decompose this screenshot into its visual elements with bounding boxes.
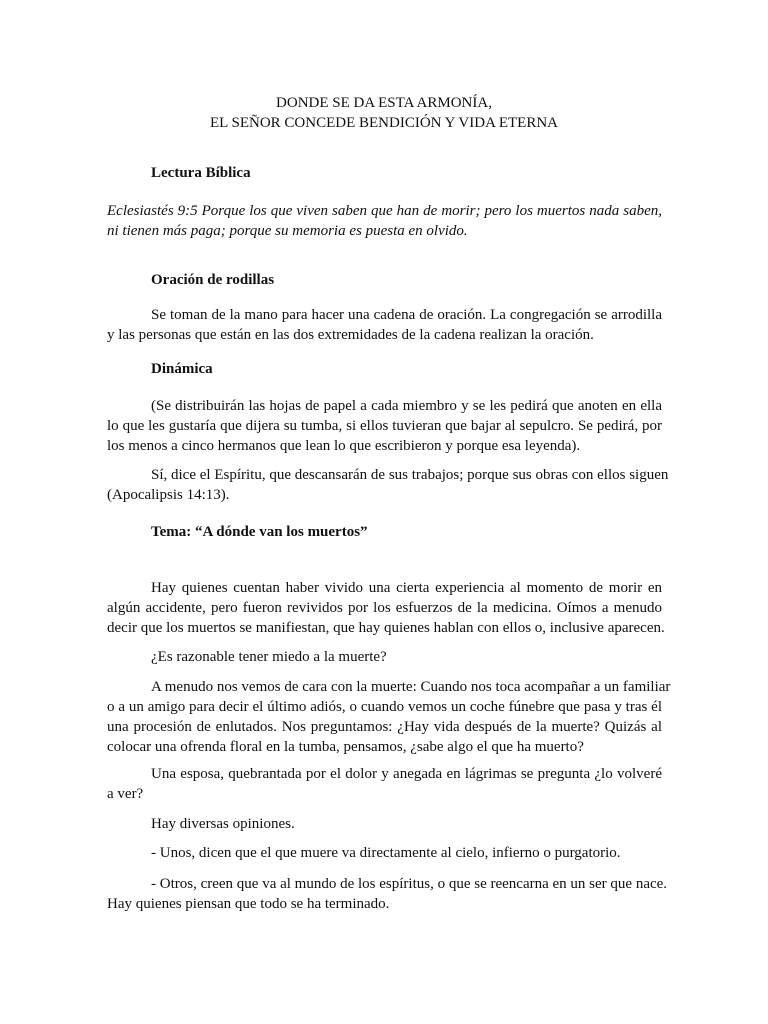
paragraph-line: lo que les gustaría que dijera su tumba, si ellos tuvieran que bajar al sepulcro. Se pedirá, por bbox=[107, 418, 662, 434]
paragraph-dinamica-2 bbox=[107, 465, 669, 505]
paragraph-line: o a un amigo para decir el último adiós, o cuando vemos un coche fúnebre que pasa y tras él bbox=[107, 699, 662, 715]
paragraph-line: a ver? bbox=[107, 786, 144, 802]
paragraph-line: Hay quienes cuentan haber vivido una cierta experiencia al momento de morir en bbox=[151, 580, 662, 596]
heading-tema: Tema: “A dónde van los muertos” bbox=[151, 524, 368, 540]
paragraph-line: una procesión de enlutados. Nos preguntamos: ¿Hay vida después de la muerte? Quizás al bbox=[107, 719, 662, 735]
paragraph-line: (Se distribuirán las hojas de papel a cada miembro y se les pedirá que anoten en ella bbox=[151, 398, 662, 414]
paragraph-line: - Otros, creen que va al mundo de los espíritus, o que se reencarna en un ser que nace. bbox=[151, 876, 668, 892]
bible-reading-line: ni tienen más paga; porque su memoria es puesta en olvido. bbox=[107, 223, 468, 239]
paragraph-line: ¿Es razonable tener miedo a la muerte? bbox=[151, 649, 387, 665]
paragraph-tema-4 bbox=[107, 764, 662, 804]
paragraph-tema-3 bbox=[107, 677, 671, 757]
document-title bbox=[0, 93, 768, 133]
paragraph-line: y las personas que están en las dos extremidades de la cadena realizan la oración. bbox=[107, 327, 594, 343]
paragraph-line: (Apocalipsis 14:13). bbox=[107, 487, 230, 503]
paragraph-line: Hay quienes piensan que todo se ha terminado. bbox=[107, 896, 390, 912]
paragraph-line: Se toman de la mano para hacer una cadena de oración. La congregación se arrodilla bbox=[151, 307, 662, 323]
paragraph-oracion bbox=[107, 305, 662, 345]
bible-reading-text bbox=[107, 201, 662, 241]
paragraph-line: Una esposa, quebrantada por el dolor y anegada en lágrimas se pregunta ¿lo volveré bbox=[151, 766, 662, 782]
paragraph-tema-5 bbox=[107, 814, 662, 834]
paragraph-dinamica-1 bbox=[107, 396, 662, 456]
paragraph-line: - Unos, dicen que el que muere va directamente al cielo, infierno o purgatorio. bbox=[151, 845, 621, 861]
paragraph-line: decir que los muertos se manifiestan, que hay quienes hablan con ellos o, inclusive aparecen. bbox=[107, 620, 665, 636]
bible-reading-line: Eclesiastés 9:5 Porque los que viven saben que han de morir; pero los muertos nada saben, bbox=[107, 203, 662, 219]
title-line-1: DONDE SE DA ESTA ARMONÍA, bbox=[276, 95, 492, 111]
paragraph-line: Hay diversas opiniones. bbox=[151, 816, 295, 832]
paragraph-line: A menudo nos vemos de cara con la muerte: Cuando nos toca acompañar a un familiar bbox=[151, 679, 671, 695]
paragraph-tema-2 bbox=[107, 647, 662, 667]
title-line-2: EL SEÑOR CONCEDE BENDICIÓN Y VIDA ETERNA bbox=[209, 115, 559, 131]
paragraph-line: los menos a cinco hermanos que lean lo que escribieron y porque esa leyenda). bbox=[107, 438, 581, 454]
paragraph-tema-6 bbox=[107, 843, 662, 863]
paragraph-tema-1 bbox=[107, 578, 665, 638]
paragraph-line: Sí, dice el Espíritu, que descansarán de sus trabajos; porque sus obras con ellos siguen bbox=[151, 467, 669, 483]
heading-lectura-biblica: Lectura Bíblica bbox=[151, 165, 251, 181]
paragraph-line: algún accidente, pero fueron revividos por los esfuerzos de la medicina. Oímos a menudo bbox=[107, 600, 662, 616]
paragraph-line: colocar una ofrenda floral en la tumba, pensamos, ¿sabe algo el que ha muerto? bbox=[107, 739, 584, 755]
heading-oracion-de-rodillas: Oración de rodillas bbox=[151, 272, 275, 288]
heading-dinamica: Dinámica bbox=[151, 361, 213, 377]
paragraph-tema-7 bbox=[107, 874, 668, 914]
